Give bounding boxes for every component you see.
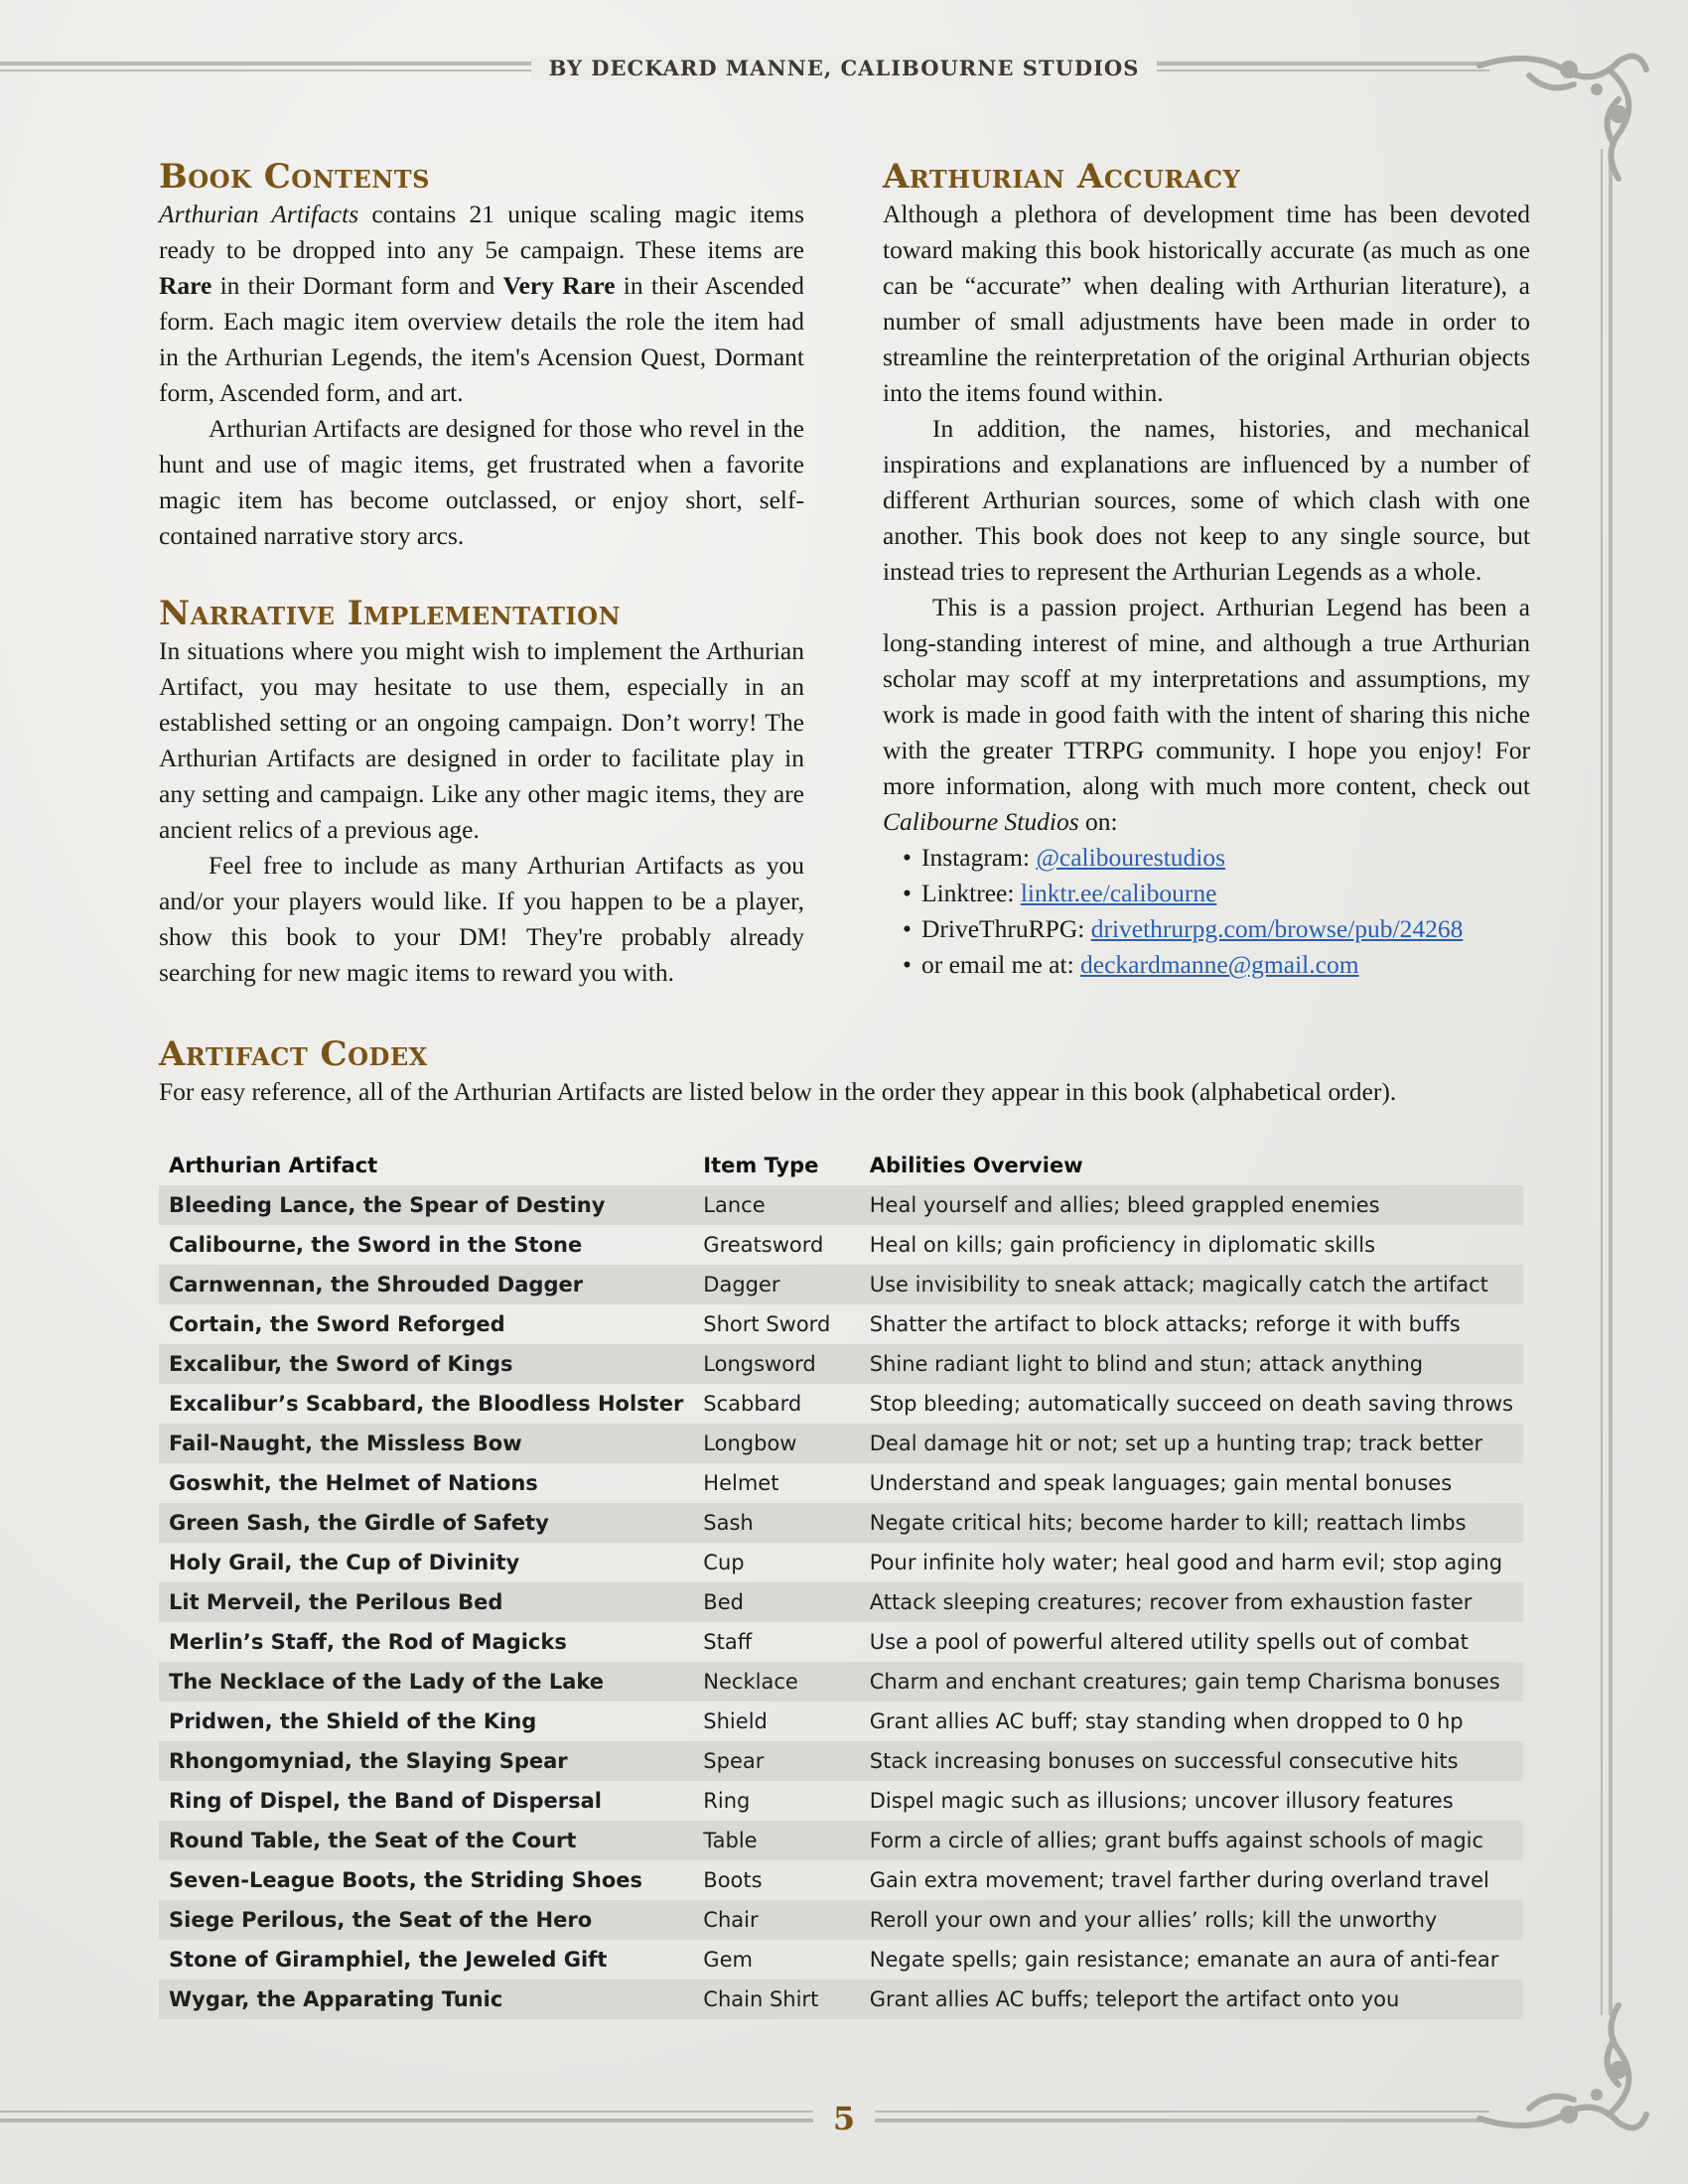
cell-abilities: Pour infinite holy water; heal good and harm evil; stop aging <box>869 1551 1503 1574</box>
table-row <box>159 1979 1523 2019</box>
cell-item-type: Longbow <box>693 1424 859 1463</box>
table-row <box>159 1225 1523 1265</box>
narrative-paragraph-1: In situations where you might wish to implement the Arthurian Artifact, you may hesitate to use them, especially in an established setting or an ongoing campaign. Don’t worry! The Arthurian Artifacts are designed in order to facilitate play in any setting and campaign. Like any other magic items, they are ancient relics of a previous age. <box>159 636 804 844</box>
header-byline: BY DECKARD MANNE, CALIBOURNE STUDIOS <box>531 56 1158 80</box>
cell-abilities: Charm and enchant creatures; gain temp Charisma bonuses <box>860 1662 1523 1702</box>
cell-artifact-name: The Necklace of the Lady of the Lake <box>159 1662 693 1702</box>
table-row <box>159 1384 1523 1424</box>
book-title-italic: Arthurian Artifacts <box>159 200 359 228</box>
table-row <box>159 1463 1523 1503</box>
table-row <box>159 1622 1523 1662</box>
book-contents-paragraph-1: Arthurian Artifacts contains 21 unique scaling magic items ready to be dropped into any 5e campaign. These items are Rare in their Dormant form and Very Rare in their Ascended form. Each magic item overview details the role the item had in the Arthurian Legends, the item's Acension Quest, Dormant form, Ascended form, and art. <box>159 200 804 407</box>
cell-artifact-name: Carnwennan, the Shrouded Dagger <box>159 1265 693 1304</box>
cell-abilities: Gain extra movement; travel farther during overland travel <box>869 1868 1489 1892</box>
cell-abilities: Reroll your own and your allies’ rolls; kill the unworthy <box>860 1900 1523 1940</box>
cell-artifact-name: Cortain, the Sword Reforged <box>169 1312 505 1336</box>
table-row <box>159 1940 1523 1979</box>
contact-links-list <box>883 840 1530 983</box>
table-row <box>159 1860 1523 1900</box>
cell-item-type: Scabbard <box>703 1392 802 1416</box>
left-column <box>159 157 804 991</box>
cell-artifact-name: Round Table, the Seat of the Court <box>159 1821 693 1860</box>
cell-item-type: Spear <box>693 1741 859 1781</box>
studio-name-italic: Calibourne Studios <box>883 807 1079 836</box>
artifact-codex-table <box>159 1146 1523 2019</box>
cell-artifact-name: Stone of Giramphiel, the Jeweled Gift <box>169 1948 608 1972</box>
cell-item-type: Ring <box>703 1789 751 1813</box>
cell-artifact-name: Excalibur, the Sword of Kings <box>159 1344 693 1384</box>
drivethrurpg-link[interactable]: drivethrurpg.com/browse/pub/24268 <box>1090 914 1464 943</box>
cell-abilities: Understand and speak languages; gain mental bonuses <box>869 1471 1453 1495</box>
cell-artifact-name: Lit Merveil, the Perilous Bed <box>159 1582 693 1622</box>
arthurian-accuracy-heading: Arthurian Accuracy <box>883 157 1241 197</box>
link-item-drivethrurpg: • DriveThruRPG: drivethrurpg.com/browse/pub/24268 <box>903 911 1530 947</box>
table-body <box>159 1185 1523 2019</box>
very-rare-bold: Very Rare <box>502 271 616 300</box>
cell-abilities: Use a pool of powerful altered utility spells out of combat <box>869 1630 1469 1654</box>
cell-item-type: Staff <box>703 1630 753 1654</box>
cell-artifact-name: Siege Perilous, the Seat of the Hero <box>159 1900 693 1940</box>
linktree-link[interactable]: linktr.ee/calibourne <box>1020 879 1217 907</box>
artifact-codex-section <box>159 1034 1529 1110</box>
cell-artifact-name: Bleeding Lance, the Spear of Destiny <box>159 1185 693 1225</box>
cell-item-type: Table <box>693 1821 859 1860</box>
cell-artifact-name: Pridwen, the Shield of the King <box>169 1709 537 1733</box>
cell-item-type: Chain Shirt <box>693 1979 859 2019</box>
header-abilities: Abilities Overview <box>869 1154 1083 1177</box>
cell-artifact-name: Excalibur’s Scabbard, the Bloodless Holster <box>169 1392 684 1416</box>
table-row <box>159 1185 1523 1225</box>
rare-bold: Rare <box>159 271 212 300</box>
table-row <box>159 1503 1523 1543</box>
cell-artifact-name: Goswhit, the Helmet of Nations <box>169 1471 538 1495</box>
link-item-email: • or email me at: deckardmanne@gmail.com <box>903 947 1530 983</box>
cell-abilities: Shatter the artifact to block attacks; reforge it with buffs <box>869 1312 1461 1336</box>
cell-abilities: Heal on kills; gain proficiency in diplomatic skills <box>869 1233 1376 1257</box>
cell-item-type: Chair <box>693 1900 859 1940</box>
cell-artifact-name: Wygar, the Apparating Tunic <box>159 1979 693 2019</box>
table-row <box>159 1424 1523 1463</box>
cell-artifact-name: Calibourne, the Sword in the Stone <box>169 1233 583 1257</box>
cell-artifact-name: Fail-Naught, the Missless Bow <box>159 1424 693 1463</box>
cell-artifact-name: Green Sash, the Girdle of Safety <box>159 1503 693 1543</box>
cell-abilities: Form a circle of allies; grant buffs against schools of magic <box>860 1821 1523 1860</box>
cell-item-type: Bed <box>693 1582 859 1622</box>
cell-artifact-name: Merlin’s Staff, the Rod of Magicks <box>169 1630 567 1654</box>
cell-artifact-name: Rhongomyniad, the Slaying Spear <box>159 1741 693 1781</box>
frame-right-line <box>1609 149 1613 2015</box>
cell-item-type: Sash <box>693 1503 859 1543</box>
accuracy-paragraph-3: This is a passion project. Arthurian Legend has been a long-standing interest of mine, and although a true Arthurian scholar may scoff at my interpretations and assumptions, my work is made in good faith with the intent of sharing this niche with the greater TTRPG community. I hope you enjoy! For more information, along with much more content, check out Calibourne Studios on: <box>883 593 1530 836</box>
cell-item-type: Gem <box>703 1948 753 1972</box>
codex-intro: For easy reference, all of the Arthurian Artifacts are listed below in the order they appear in this book (alphabetical order). <box>159 1077 1397 1106</box>
cell-item-type: Necklace <box>693 1662 859 1702</box>
cell-abilities: Stack increasing bonuses on successful consecutive hits <box>860 1741 1523 1781</box>
right-column <box>883 157 1530 983</box>
narrative-paragraph-2: Feel free to include as many Arthurian Artifacts as you and/or your players would like. If you happen to be a player, show this book to your DM! They're probably already searching for new magic items to reward you with. <box>159 851 804 987</box>
link-item-linktree: • Linktree: linktr.ee/calibourne <box>903 876 1530 911</box>
cell-item-type: Greatsword <box>703 1233 824 1257</box>
cell-item-type: Shield <box>703 1709 768 1733</box>
table-row <box>159 1741 1523 1781</box>
table-row <box>159 1344 1523 1384</box>
table-row <box>159 1662 1523 1702</box>
cell-abilities: Grant allies AC buffs; teleport the artifact onto you <box>860 1979 1523 2019</box>
cell-item-type: Cup <box>703 1551 745 1574</box>
cell-artifact-name: Ring of Dispel, the Band of Dispersal <box>169 1789 602 1813</box>
page-header <box>0 56 1688 80</box>
cell-item-type: Helmet <box>703 1471 779 1495</box>
accuracy-paragraph-1: Although a plethora of development time has been devoted toward making this book historically accurate (as much as one can be “accurate” when dealing with Arthurian literature), a number of small adjustments have been made in order to streamline the reinterpretation of the original Arthurian objects into the items found within. <box>883 200 1530 407</box>
cell-item-type: Short Sword <box>703 1312 831 1336</box>
table-row <box>159 1543 1523 1582</box>
cell-artifact-name: Seven-League Boots, the Striding Shoes <box>169 1868 643 1892</box>
cell-abilities: Heal yourself and allies; bleed grappled enemies <box>860 1185 1523 1225</box>
table-row <box>159 1821 1523 1860</box>
table-header-row <box>159 1146 1523 1185</box>
table-row <box>159 1304 1523 1344</box>
cell-item-type: Lance <box>693 1185 859 1225</box>
header-item-type: Item Type <box>703 1154 819 1177</box>
table-row <box>159 1702 1523 1741</box>
narrative-implementation-heading: Narrative Implementation <box>159 594 622 633</box>
cell-abilities: Dispel magic such as illusions; uncover illusory features <box>869 1789 1454 1813</box>
cell-abilities: Attack sleeping creatures; recover from exhaustion faster <box>860 1582 1523 1622</box>
cell-abilities: Negate critical hits; become harder to kill; reattach limbs <box>860 1503 1523 1543</box>
cell-abilities: Grant allies AC buff; stay standing when dropped to 0 hp <box>869 1709 1464 1733</box>
table-row <box>159 1781 1523 1821</box>
table-row <box>159 1900 1523 1940</box>
cell-item-type: Boots <box>703 1868 763 1892</box>
cell-abilities: Negate spells; gain resistance; emanate an aura of anti-fear <box>869 1948 1499 1972</box>
cell-abilities: Stop bleeding; automatically succeed on death saving throws <box>869 1392 1513 1416</box>
cell-artifact-name: Holy Grail, the Cup of Divinity <box>169 1551 520 1574</box>
table-row <box>159 1265 1523 1304</box>
frame-right-line-inner <box>1601 149 1603 2015</box>
book-contents-paragraph-2: Arthurian Artifacts are designed for those who revel in the hunt and use of magic items, get frustrated when a favorite magic item has become outclassed, or enjoy short, self-contained narrative story arcs. <box>159 414 804 550</box>
cell-abilities: Use invisibility to sneak attack; magically catch the artifact <box>860 1265 1523 1304</box>
artifact-codex-heading: Artifact Codex <box>159 1034 428 1074</box>
cell-abilities: Shine radiant light to blind and stun; attack anything <box>860 1344 1523 1384</box>
cell-item-type: Dagger <box>693 1265 859 1304</box>
email-link[interactable]: deckardmanne@gmail.com <box>1080 950 1359 979</box>
header-artifact: Arthurian Artifact <box>169 1154 378 1177</box>
link-item-instagram: • Instagram: @calibourestudios <box>903 840 1530 876</box>
table-row <box>159 1582 1523 1622</box>
instagram-link[interactable]: @calibourestudios <box>1036 843 1226 872</box>
cell-item-type: Longsword <box>693 1344 859 1384</box>
page-number: 5 <box>0 2100 1688 2137</box>
book-contents-heading: Book Contents <box>159 157 430 197</box>
accuracy-paragraph-2: In addition, the names, histories, and mechanical inspirations and explanations are influenced by a number of different Arthurian sources, some of which clash with one another. This book does not keep to any single source, but instead tries to represent the Arthurian Legends as a whole. <box>883 414 1530 586</box>
cell-abilities: Deal damage hit or not; set up a hunting trap; track better <box>860 1424 1523 1463</box>
